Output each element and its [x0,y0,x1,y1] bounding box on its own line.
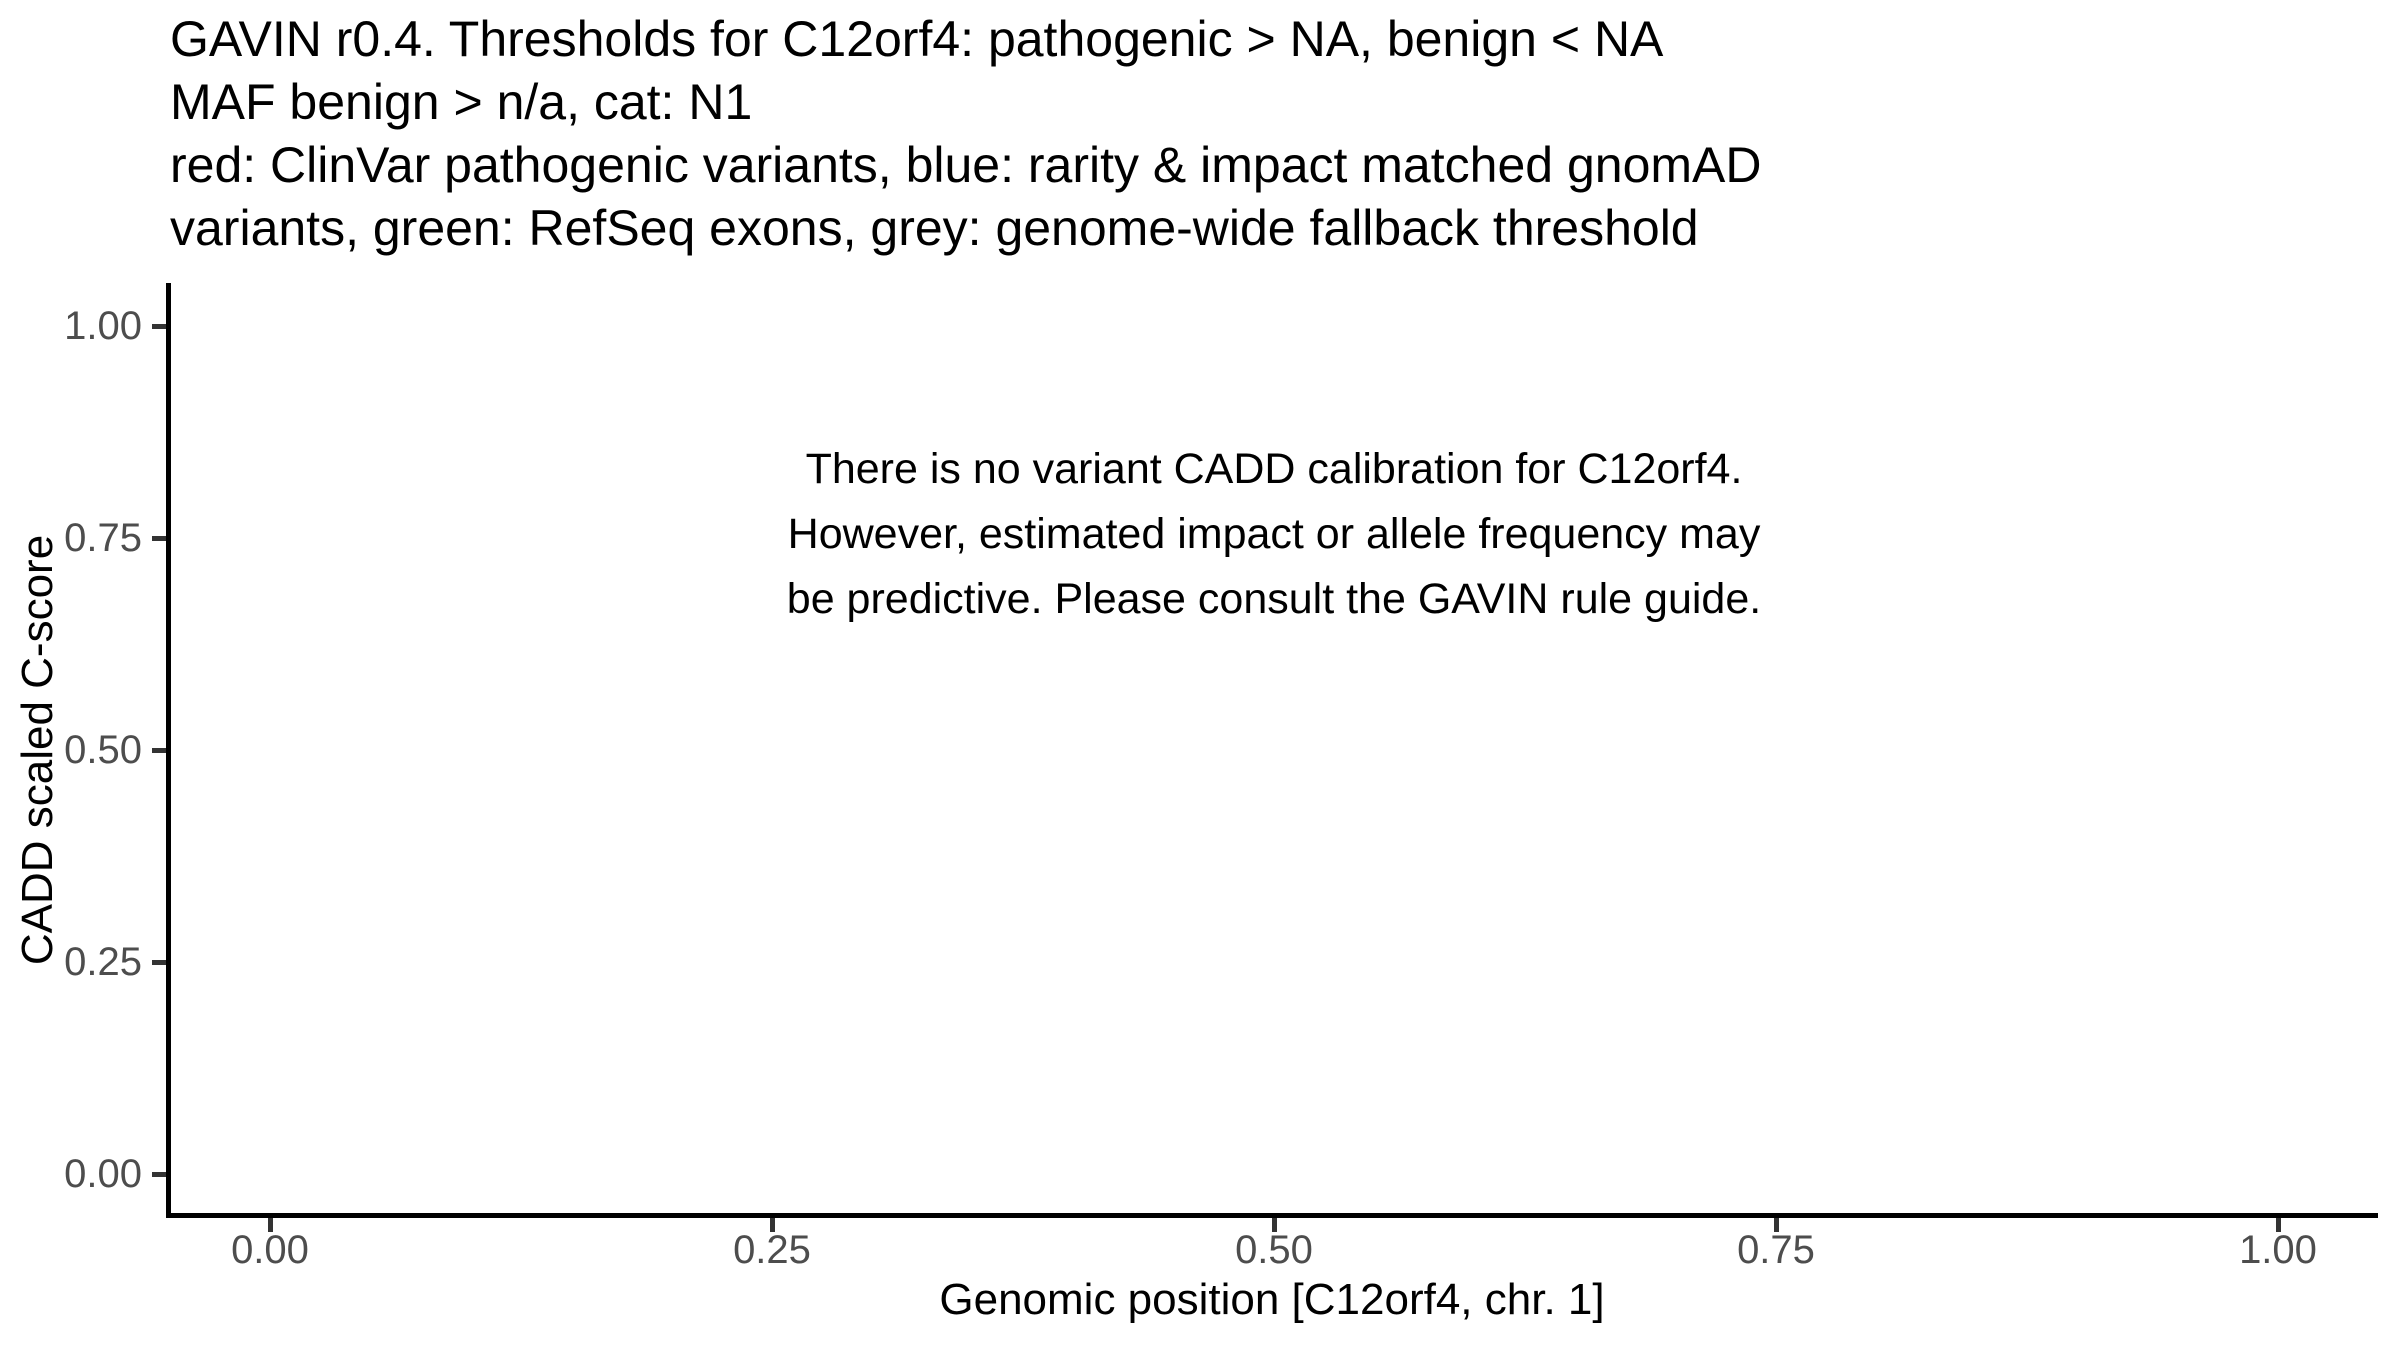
x-tick-label-0.00: 0.00 [231,1228,309,1272]
y-axis-tick-mark-0.25 [152,960,166,965]
y-tick-label-0.75: 0.75 [64,516,142,560]
annotation-line-2: However, estimated impact or allele frequency may [787,510,1761,558]
y-axis-tick-mark-1.00 [152,324,166,329]
y-tick-label-0.00: 0.00 [64,1152,142,1196]
plot-title-line-2: MAF benign > n/a, cat: N1 [170,74,753,130]
plot-title-line-4: variants, green: RefSeq exons, grey: genome-wide fallback threshold [170,200,1699,256]
plot-title-line-1: GAVIN r0.4. Thresholds for C12orf4: pathogenic > NA, benign < NA [170,11,1664,67]
annotation-line-3: be predictive. Please consult the GAVIN rule guide. [786,575,1762,623]
plot-title-line-3: red: ClinVar pathogenic variants, blue: rarity & impact matched gnomAD [170,137,1762,193]
y-tick-label-0.50: 0.50 [64,728,142,772]
y-axis-line [166,283,171,1218]
x-tick-label-0.50: 0.50 [1235,1228,1313,1272]
x-tick-label-0.25: 0.25 [733,1228,811,1272]
y-axis-title: CADD scaled C-score [13,534,62,966]
y-tick-label-1.00: 1.00 [64,304,142,348]
y-axis-tick-mark-0.75 [152,536,166,541]
no-calibration-annotation [674,437,1874,632]
annotation-line-1: There is no variant CADD calibration for C12orf4. [805,445,1743,493]
x-tick-label-1.00: 1.00 [2239,1228,2317,1272]
y-tick-label-0.25: 0.25 [64,940,142,984]
x-axis-title: Genomic position [C12orf4, chr. 1] [939,1275,1605,1324]
y-axis-tick-mark-0.00 [152,1172,166,1177]
plot-title [170,8,1761,260]
x-tick-label-0.75: 0.75 [1737,1228,1815,1272]
y-axis-tick-mark-0.50 [152,748,166,753]
